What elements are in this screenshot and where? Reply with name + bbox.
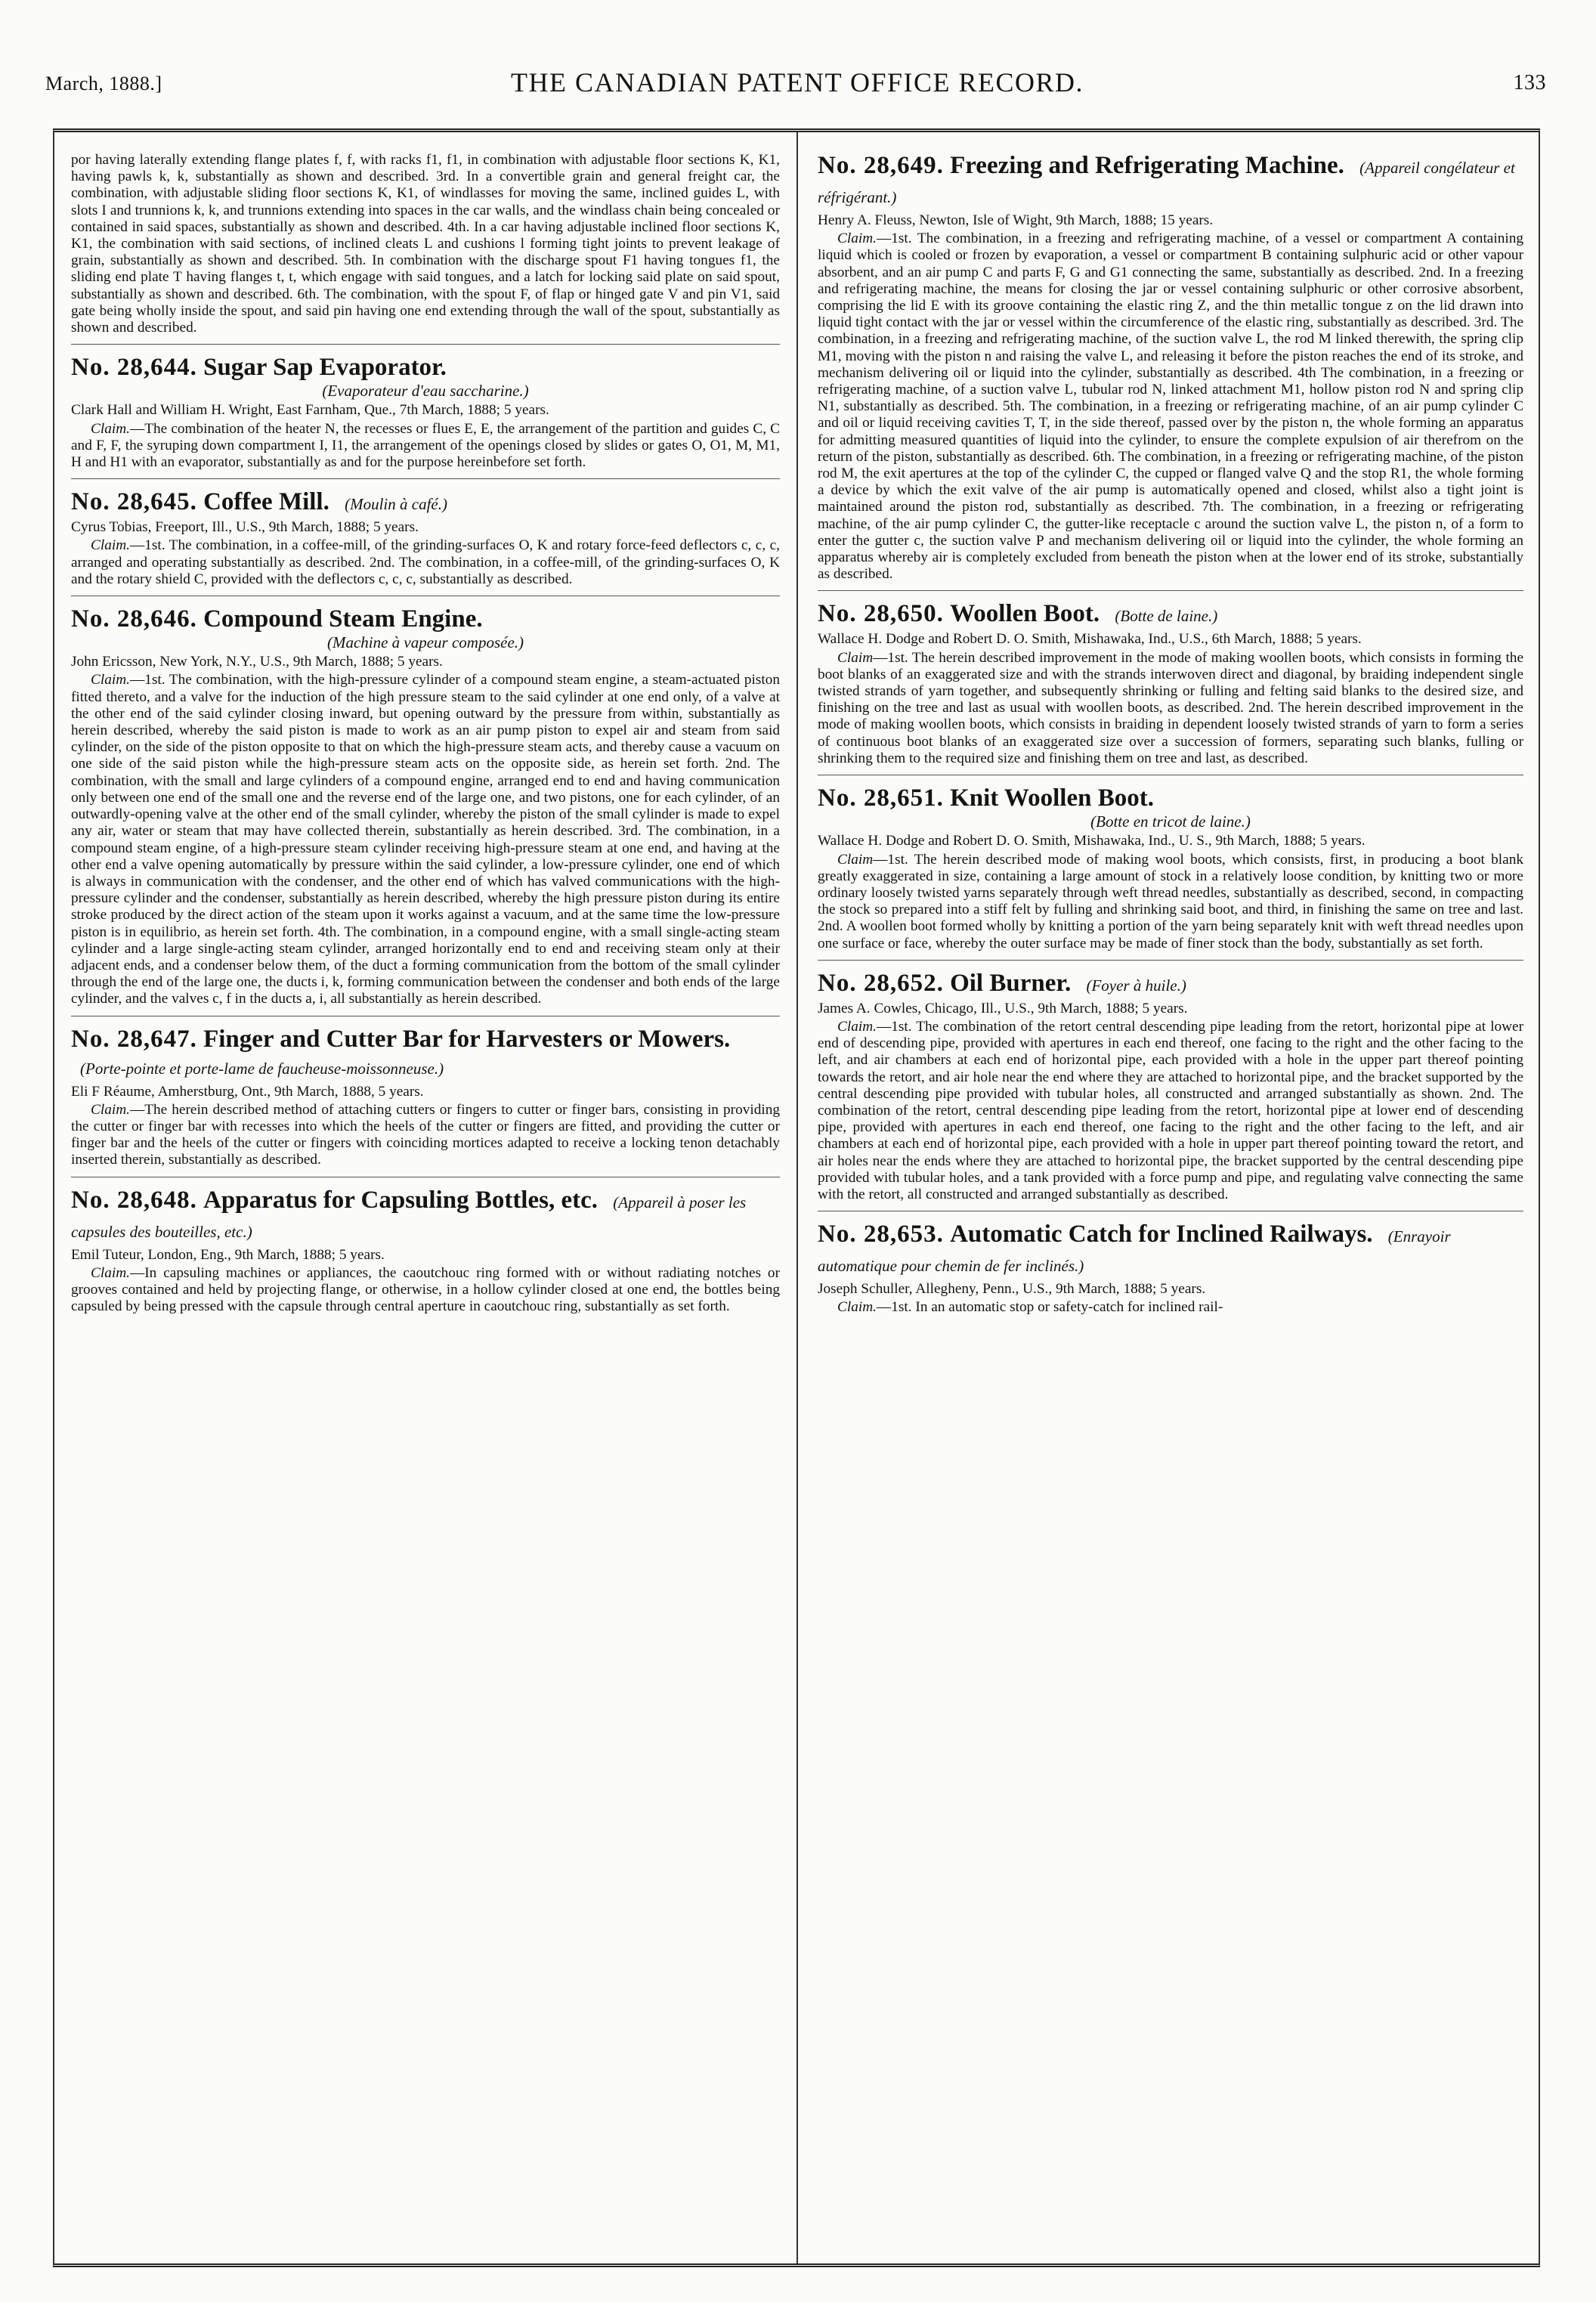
patent-title: Oil Burner. (950, 969, 1072, 997)
claim-paragraph (71, 537, 780, 588)
inventor-line: Wallace H. Dodge and Robert D. O. Smith, Mishawaka, Ind., U. S., 9th March, 1888; 5 years. (818, 833, 1366, 849)
entry-separator (71, 478, 780, 479)
french-title: (Foyer à huile.) (1086, 976, 1186, 995)
entry-separator (818, 590, 1523, 591)
inventor-line: Clark Hall and William H. Wright, East Farnham, Que., 7th March, 1888; 5 years. (71, 402, 549, 419)
patent-entry-28649 (818, 152, 1523, 583)
patent-title: Apparatus for Capsuling Bottles, etc. (203, 1186, 598, 1214)
patent-title: Finger and Cutter Bar for Harvesters or Mowers. (203, 1025, 731, 1053)
patent-number: No. 28,646. (71, 605, 197, 633)
claim-paragraph (71, 1265, 780, 1316)
claim-paragraph (818, 1019, 1523, 1203)
page-frame (53, 128, 1540, 2267)
patent-number: No. 28,651. (818, 784, 944, 812)
patent-entry-28646 (71, 605, 780, 1007)
patent-title: Knit Woollen Boot. (950, 784, 1154, 812)
patent-entry-28648 (71, 1187, 780, 1316)
header-page-number: 133 (1513, 71, 1546, 94)
patent-title: Sugar Sap Evaporator. (203, 354, 447, 382)
entry-heading (818, 1221, 1523, 1279)
patent-number: No. 28,645. (71, 488, 197, 516)
patent-title: Coffee Mill. (203, 488, 329, 516)
entry-separator (71, 344, 780, 345)
claim-text: —The combination of the heater N, the recesses or flues E, E, the arrangement of the partition and guides C, C and F, F, the syruping down compartment I, I1, the arrangement of the openings closed by slides or gates O, O1, M, M1, H and H1 with an evaporator, substantially as and for the purpose hereinbefore set forth. (71, 420, 780, 471)
claim-paragraph (818, 231, 1523, 583)
claim-paragraph (71, 672, 780, 1007)
inventor-line: Cyrus Tobias, Freeport, Ill., U.S., 9th March, 1888; 5 years. (71, 519, 419, 536)
patent-title: Freezing and Refrigerating Machine. (950, 152, 1344, 179)
entry-heading (71, 605, 780, 633)
french-title: (Appareil congélateur et réfrigérant.) (818, 159, 1515, 206)
claim-label: Claim (837, 851, 874, 868)
claim-label: Claim. (91, 1101, 130, 1118)
claim-paragraph (818, 852, 1523, 952)
inventor-line: James A. Cowles, Chicago, Ill., U.S., 9th March, 1888; 5 years. (818, 1000, 1188, 1016)
entry-heading (818, 600, 1523, 630)
claim-text: —1st. The combination, with the high-pressure cylinder of a compound steam engine, a steam-actuated piston fitted thereto, and a valve for the induction of the high pressure steam to the said cylinder at one end only, of a valve at the other end of the said cylinder closing inward, but opening outward by the pressure from within, substantially as herein described, whereby the said piston is made to work as an air pump piston to expel air and steam from said cylinder, on the side of the piston opposite to that on which the high-pressure steam acts, and thereby cause a vacuum on one side of the said piston while the high-pressure steam acts on the opposite side, as herein set forth. 2nd. The combination, with the small and large cylinders of a compound engine, arranged end to end and having communication only between one end of the small one and the reverse end of the large one, and two pistons, one for each cylinder, of an outwardly-opening valve at the other end of the small cylinder, whereby the piston of the small cylinder is made to expel any air, water or steam that may have collected therein, substantially as herein described. 3rd. The combination, in a compound steam engine, of a high-pressure steam cylinder receiving high-pressure steam at one end, and having at the other end a valve opening automatically by pressure within the said cylinder, a low-pressure cylinder, one end of which is always in communication with the condenser, and the other end of which has valved communications with the high-pressure cylinder and the condenser, substantially as herein described, whereby the high pressure piston during its entire stroke produced by the direct action of the steam upon it works against a vacuum, and at the same time the low-pressure piston is in equilibrio, as herein set forth. 4th. The combination, in a compound engine, with a small single-acting steam cylinder and a large single-acting steam cylinder, arranged horizontally end to end and receiving steam only at their adjacent ends, and a condenser below them, of the duct a forming communication from the bottom of the small cylinder through the end of the large one, the ducts i, k, forming communication between the condenser and both ends of the large cylinder, and the valves c, f in the ducts a, i, all substantially as herein described. (71, 672, 780, 1007)
entry-heading (818, 152, 1523, 211)
french-title: (Moulin à café.) (345, 495, 447, 514)
patent-number: No. 28,649. (818, 152, 944, 179)
inventor-line: Eli F Réaume, Amherstburg, Ont., 9th March, 1888, 5 years. (71, 1083, 424, 1100)
patent-entry-28645 (71, 488, 780, 588)
running-header (45, 67, 1549, 104)
inventor-line: Henry A. Fleuss, Newton, Isle of Wight, 9th March, 1888; 15 years. (818, 212, 1214, 228)
claim-paragraph (71, 1102, 780, 1169)
inventor-line: Joseph Schuller, Allegheny, Penn., U.S., 9th March, 1888; 5 years. (818, 1281, 1206, 1298)
entry-heading (71, 354, 780, 381)
claim-text: —1st. The combination of the retort central descending pipe leading from the retort, horizontal pipe at lower end of descending pipe, provided with apertures in each end thereof, one facing to the right and the other facing to the left, and air chambers at each end of horizontal pipe, each provided with a hole in the upper part thereof pointing towards the retort, and air hole near the end where they are attached to horizontal pipe, and the bracket supported by the central descending pipe provided with tubular holes, all constructed and arranged substantially as shown. 2nd. The combination of the retort, central descending pipe leading from the retort, horizontal pipe at lower end of descending pipe, provided with apertures in each end thereof, one facing to the right and the other facing to the left, and air chambers at each end of horizontal pipe, each provided with a hole in upper part thereof pointing toward the retort, and air holes near the ends where they are attached to horizontal pipe, the bracket supported by the central descending pipe provided with tubular holes, and a tank provided with a force pump and pipe, and regulating valve connecting the same with the retort, all constructed and arranged substantially as described. (818, 1018, 1523, 1202)
column-divider (796, 132, 798, 2263)
claim-label: Claim. (91, 420, 130, 437)
claim-text: —1st. The herein described improvement in the mode of making woollen boots, which consists in forming the boot blanks of an exaggerated size and with the strands interwoven direct and diagonal, by braiding independent single twisted strands of yarn together, and subsequently shrinking or fulling and felting said blanks to the desired size, and finishing on the tree and last as usual with woollen boots, as described. 2nd. The herein described improvement in the mode of making woollen boots, which consists in braiding in dependent loosely twisted strands of yarn to form a series of continuous boot blanks of an exaggerated size over a succession of formers, separating such blanks, fulling or shrinking them to the required size and finishing them on tree and last, as described. (818, 649, 1523, 766)
claim-label: Claim. (837, 231, 877, 247)
patent-number: No. 28,653. (818, 1221, 944, 1248)
patent-number: No. 28,647. (71, 1025, 197, 1053)
claim-label: Claim (837, 649, 874, 666)
entry-separator (818, 960, 1523, 961)
patent-number: No. 28,652. (818, 969, 944, 997)
claim-label: Claim. (91, 1264, 130, 1281)
continued-claim-text: por having laterally extending flange plates f, f, with racks f1, f1, in combination with adjustable floor sections K, K1, having pawls k, k, substantially as shown and described. 3rd. In a convertible grain and general freight car, the combination, with adjustable sliding floor sections K, K1, of windlasses for moving the same, inclined guides L, with slots I and trunnions k, k, and trunnions extending into spaces in the car walls, and the windlass chain being concealed or contained in said spaces, substantially as shown and described. 4th. In a car having adjustable inclined floor sections K, K1, the combination with said sections, of inclined cleats L and cushions l forming tight joints to prevent leakage of grain, substantially as shown and described. 5th. In combination with the discharge spout F1 having tongues f1, the sliding end plate T having flanges t, t, which engage with said tongues, and a latch for locking said plate on said spout, substantially as shown and described. 6th. The combination, with the spout F, of flap or hinged gate V and pin V1, said gate being wholly inside the spout, and said pin having one end extending through the wall of the spout, substantially as shown and described. (71, 152, 780, 336)
patent-number: No. 28,650. (818, 600, 944, 628)
inventor-line: John Ericsson, New York, N.Y., U.S., 9th March, 1888; 5 years. (71, 654, 443, 670)
patent-title: Compound Steam Engine. (203, 605, 483, 633)
french-title: (Botte en tricot de laine.) (1090, 812, 1251, 831)
claim-text: —1st. The combination, in a coffee-mill, of the grinding-surfaces O, K and rotary force-feed deflectors c, c, c, arranged and operating substantially as described. 2nd. The combination, in a coffee-mill, of the grinding-surfaces O, K and the rotary shield C, provided with the deflectors c, c, c, substantially as described. (71, 537, 780, 587)
inventor-line: Emil Tuteur, London, Eng., 9th March, 1888; 5 years. (71, 1246, 385, 1263)
claim-text: —The herein described method of attaching cutters or fingers to cutter or finger bars, consisting in providing the cutter or finger bar with recesses into which the heels of the cutter or fingers are fitted, and providing the cutter or finger bar and the heels of the cutter or fingers with coinciding mortices adapted to receive a locking tenon detachably inserted therein, substantially as described. (71, 1101, 780, 1168)
claim-paragraph (818, 650, 1523, 767)
header-publication-title: THE CANADIAN PATENT OFFICE RECORD. (510, 67, 1084, 97)
patent-entry-28647 (71, 1026, 780, 1169)
french-title: (Appareil à poser les capsules des bouteilles, etc.) (71, 1193, 747, 1241)
claim-paragraph (71, 421, 780, 472)
french-title: (Evaporateur d'eau saccharine.) (322, 382, 529, 401)
inventor-line: Wallace H. Dodge and Robert D. O. Smith, Mishawaka, Ind., U.S., 6th March, 1888; 5 years. (818, 631, 1362, 648)
french-title: (Enrayoir automatique pour chemin de fer inclinés.) (818, 1227, 1451, 1276)
claim-text: —1st. The herein described mode of making wool boots, which consists, first, in producing a boot blank greatly exaggerated in size, containing a large amount of stock in a relatively loose condition, by knitting two or more ordinary loosely twisted yarns separately through weft thread needles, substantially as described, second, in compacting the stock so prepared into a stiff felt by fulling and shrinking said boot, and third, in finishing the same on tree and last. 2nd. A woollen boot formed wholly by knitting a portion of the yarn being separately knit with weft thread needles upon one surface or face, whereby the outer surface may be made of finer stock than the body, substantially as set forth. (818, 851, 1523, 951)
entry-heading (71, 488, 780, 518)
entry-heading (818, 970, 1523, 999)
french-title: (Porte-pointe et porte-lame de faucheuse-moissonneuse.) (80, 1059, 444, 1078)
entry-heading (71, 1026, 780, 1082)
patent-entry-28653 (818, 1221, 1523, 1316)
right-column (818, 152, 1523, 2248)
patent-number: No. 28,644. (71, 354, 197, 382)
french-title: (Machine à vapeur composée.) (326, 633, 524, 652)
claim-label: Claim. (837, 1018, 877, 1035)
entry-heading (818, 784, 1523, 812)
patent-entry-28650 (818, 600, 1523, 767)
patent-number: No. 28,648. (71, 1186, 197, 1214)
patent-entry-28651 (818, 784, 1523, 952)
claim-text: —In capsuling machines or appliances, the caoutchouc ring formed with or without radiating notches or grooves contained and held by projecting flange, or otherwise, in a hollow cylinder closed at one end, the bottles being capsuled by being pressed with the capsule through central aperture in caoutchouc ring, substantially as set forth. (71, 1264, 780, 1315)
header-date: March, 1888.] (45, 73, 162, 94)
entry-heading (71, 1187, 780, 1245)
claim-text: —1st. In an automatic stop or safety-catch for inclined rail- (876, 1299, 1223, 1316)
patent-entry-28652 (818, 970, 1523, 1203)
claim-paragraph (818, 1299, 1523, 1316)
patent-title: Automatic Catch for Inclined Railways. (950, 1221, 1373, 1248)
patent-entry-28644 (71, 354, 780, 471)
claim-label: Claim. (91, 672, 130, 688)
claim-label: Claim. (91, 537, 130, 554)
french-title: (Botte de laine.) (1115, 607, 1218, 626)
claim-label: Claim. (837, 1299, 877, 1316)
claim-text: —1st. The combination, in a freezing and refrigerating machine, of a vessel or compartment A containing liquid which is cooled or frozen by evaporation, a vessel or compartment B containing sulphuric acid or other vapour absorbent, and an air pump C and parts F, G and G1 connecting the same, substantially as described. 2nd. In a freezing and refrigerating machine, the means for closing the jar or vessel containing sulphuric or other corrosive absorbent, comprising the lid E with its groove containing the elastic ring Z, and the thin metallic tongue z on the lid drawn into liquid tight contact with the jar or vessel within the circumference of the elastic ring, substantially as described. 3rd. The combination, in a freezing and refrigerating machine, of the suction valve L, the rod M linked therewith, the spring clip M1, moving with the piston n and raising the valve L, and releasing it before the piston reaches the end of its stroke, and mechanism delivering oil or liquid into the cylinder, substantially as described. 4th The combination, in a freezing or refrigerating machine, of a suction valve L, tubular rod N, linked attachment M1, hollow piston rod N and spring clip N1, substantially as described. 5th. The combination, in a freezing or refrigerating machine, of an air pump cylinder C and oil or liquid receiving cavities T, T, in the side thereof, passed over by the piston n, the whole forming an apparatus for admitting measured quantities of liquid into the cylinder, to ensure the complete expulsion of air therefrom on the return of the piston, substantially as described. 6th. The combination, in a freezing or refrigerating machine, of the piston rod M, the exit apertures at the top of the cylinder C, the cupped or flanged valve Q and the stop R1, the whole forming a device by which the exit valve of the air pump is automatically opened and closed, whilst also a tight joint is maintained around the piston rod, substantially as described. 7th. The combination, in a freezing or refrigerating machine, of the air pump cylinder C, the gutter-like receptacle c around the suction valve L, the piston n, of a form to enter the gutter c, the suction valve P and mechanism delivering oil or liquid into the cylinder, the whole forming an apparatus whereby air is completely excluded from beneath the piston when at the lower end of its stroke, substantially as described. (818, 231, 1523, 583)
patent-title: Woollen Boot. (950, 600, 1100, 628)
left-column (71, 152, 780, 2248)
